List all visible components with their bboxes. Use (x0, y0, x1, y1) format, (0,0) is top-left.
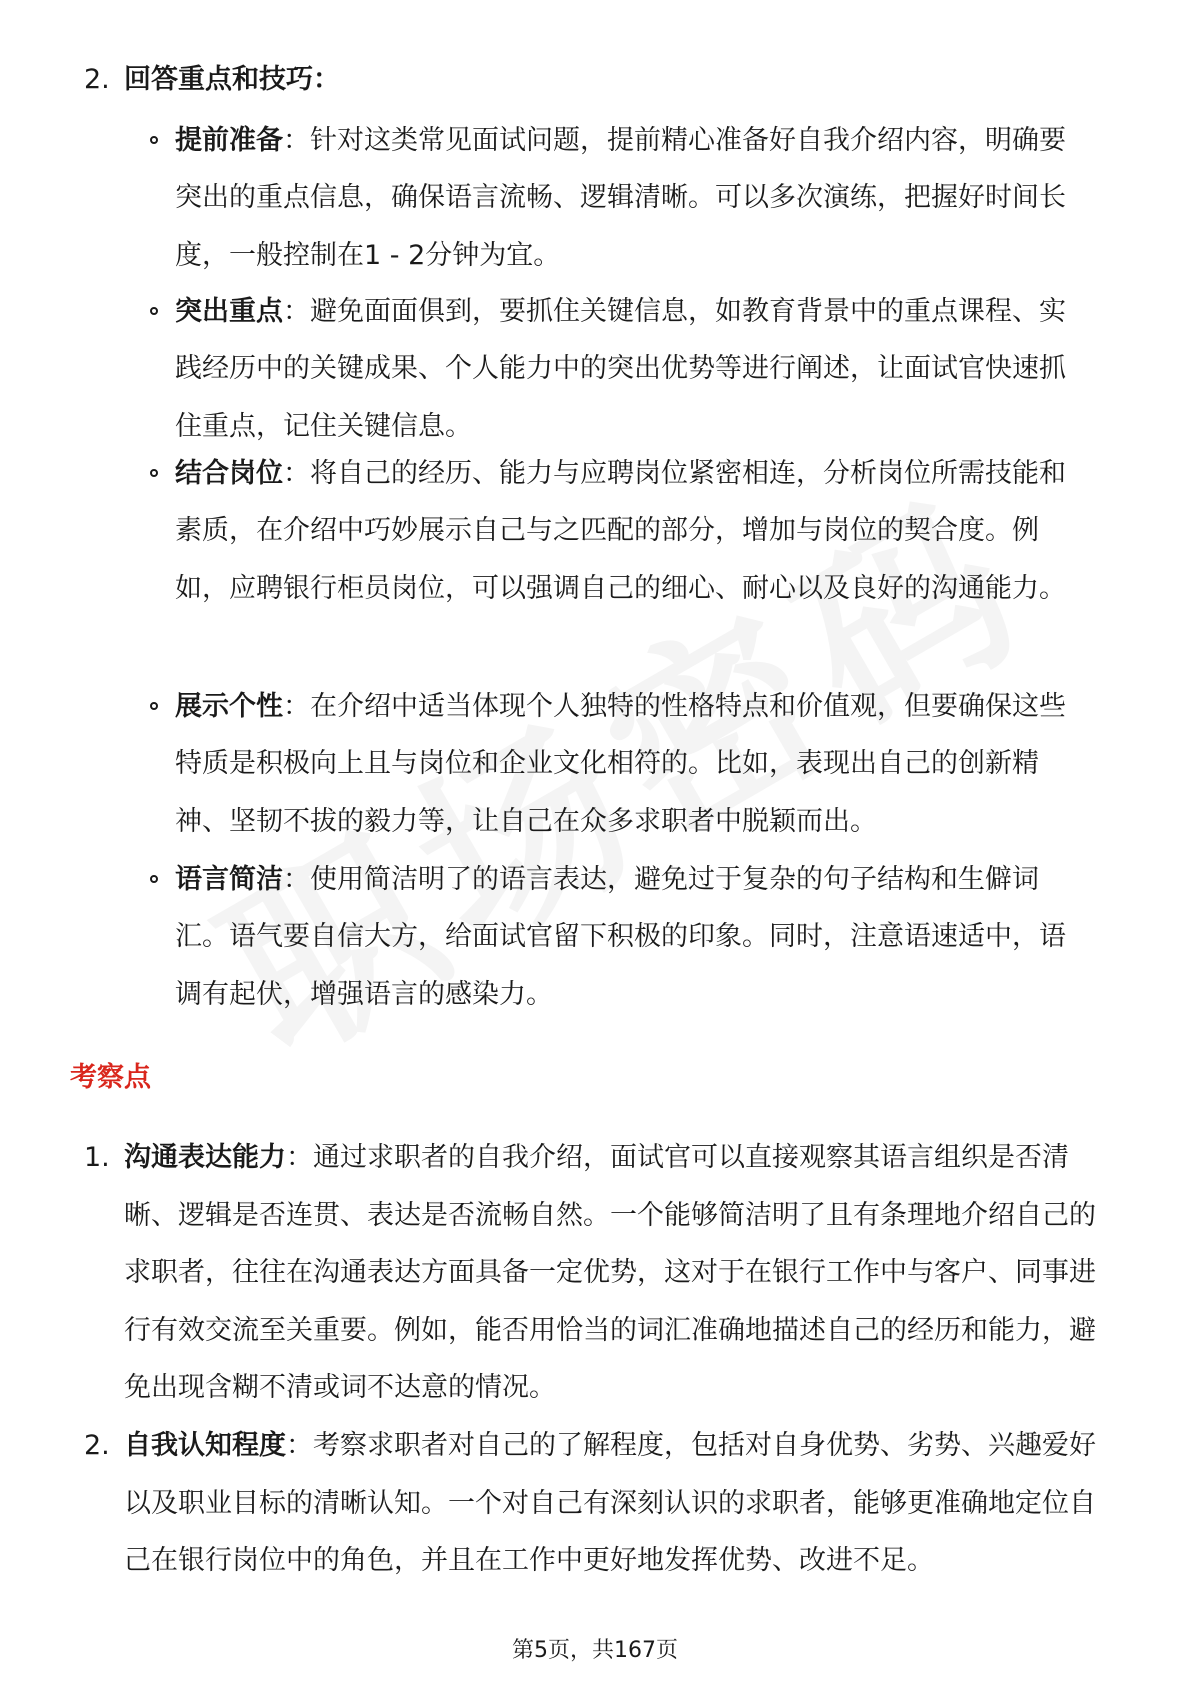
list-item (0, 1129, 1116, 1417)
item-term: 自我认知程度 (124, 1430, 286, 1461)
item-text: ：使用简洁明了的语言表达，避免过于复杂的句子结构和生僻词汇。语气要自信大方，给面试官留下积极的印象。同时，注意语速适中，语调有起伏，增强语言的感染力。 (175, 863, 1066, 1010)
item-term: 展示个性 (175, 690, 283, 722)
list-item (123, 112, 1089, 283)
list-number: 1. (84, 1142, 110, 1173)
list-number: 2. (84, 1430, 110, 1461)
hollow-bullet-icon (150, 136, 158, 144)
list-item (123, 283, 1089, 445)
page-footer: 第5页，共167页 (512, 1638, 678, 1663)
list-number: 2. (84, 64, 110, 95)
tips-list (124, 112, 1116, 1023)
item-term: 突出重点 (175, 295, 283, 327)
item-term: 语言简洁 (175, 863, 283, 895)
item-term: 结合岗位 (175, 457, 283, 489)
section-heading: 考察点 (70, 1062, 151, 1093)
hollow-bullet-icon (150, 469, 158, 477)
list-item (123, 445, 1089, 678)
item-term: 提前准备 (175, 124, 283, 156)
item-term: 沟通表达能力 (124, 1142, 286, 1173)
item-text: ：在介绍中适当体现个人独特的性格特点和价值观，但要确保这些特质是积极向上且与岗位和企业文化相符的。比如，表现出自己的创新精神、坚韧不拔的毅力等，让自己在众多求职者中脱颖而出。 (175, 690, 1066, 837)
hollow-bullet-icon (150, 702, 158, 710)
hollow-bullet-icon (150, 875, 158, 883)
hollow-bullet-icon (150, 307, 158, 315)
list-item (0, 1417, 1116, 1590)
item-text: ：针对这类常见面试问题，提前精心准备好自我介绍内容，明确要突出的重点信息，确保语言流畅、逻辑清晰。可以多次演练，把握好时间长度，一般控制在1 - 2分钟为宜。 (175, 124, 1066, 271)
list-item (123, 851, 1089, 1023)
item-text: ：考察求职者对自己的了解程度，包括对自身优势、劣势、兴趣爱好以及职业目标的清晰认知。一个对自己有深刻认识的求职者，能够更准确地定位自己在银行岗位中的角色，并且在工作中更好地发挥优势、改进不足。 (124, 1430, 1096, 1576)
list-item (123, 678, 1089, 851)
item-text: ：通过求职者的自我介绍，面试官可以直接观察其语言组织是否清晰、逻辑是否连贯、表达是否流畅自然。一个能够简洁明了且有条理地介绍自己的求职者，往往在沟通表达方面具备一定优势，这对于在银行工作中与客户、同事进行有效交流至关重要。例如，能否用恰当的词汇准确地描述自己的经历和能力，避免出现含糊不清或词不达意的情况。 (124, 1142, 1096, 1403)
item-text: ：避免面面俱到，要抓住关键信息，如教育背景中的重点课程、实践经历中的关键成果、个人能力中的突出优势等进行阐述，让面试官快速抓住重点，记住关键信息。 (175, 295, 1066, 442)
answer-tips-item (0, 51, 1116, 1023)
item-title: 回答重点和技巧： (124, 64, 340, 95)
item-text: ：将自己的经历、能力与应聘岗位紧密相连，分析岗位所需技能和素质，在介绍中巧妙展示自己与之匹配的部分，增加与岗位的契合度。例如，应聘银行柜员岗位，可以强调自己的细心、耐心以及良好的沟通能力。 (175, 457, 1066, 604)
